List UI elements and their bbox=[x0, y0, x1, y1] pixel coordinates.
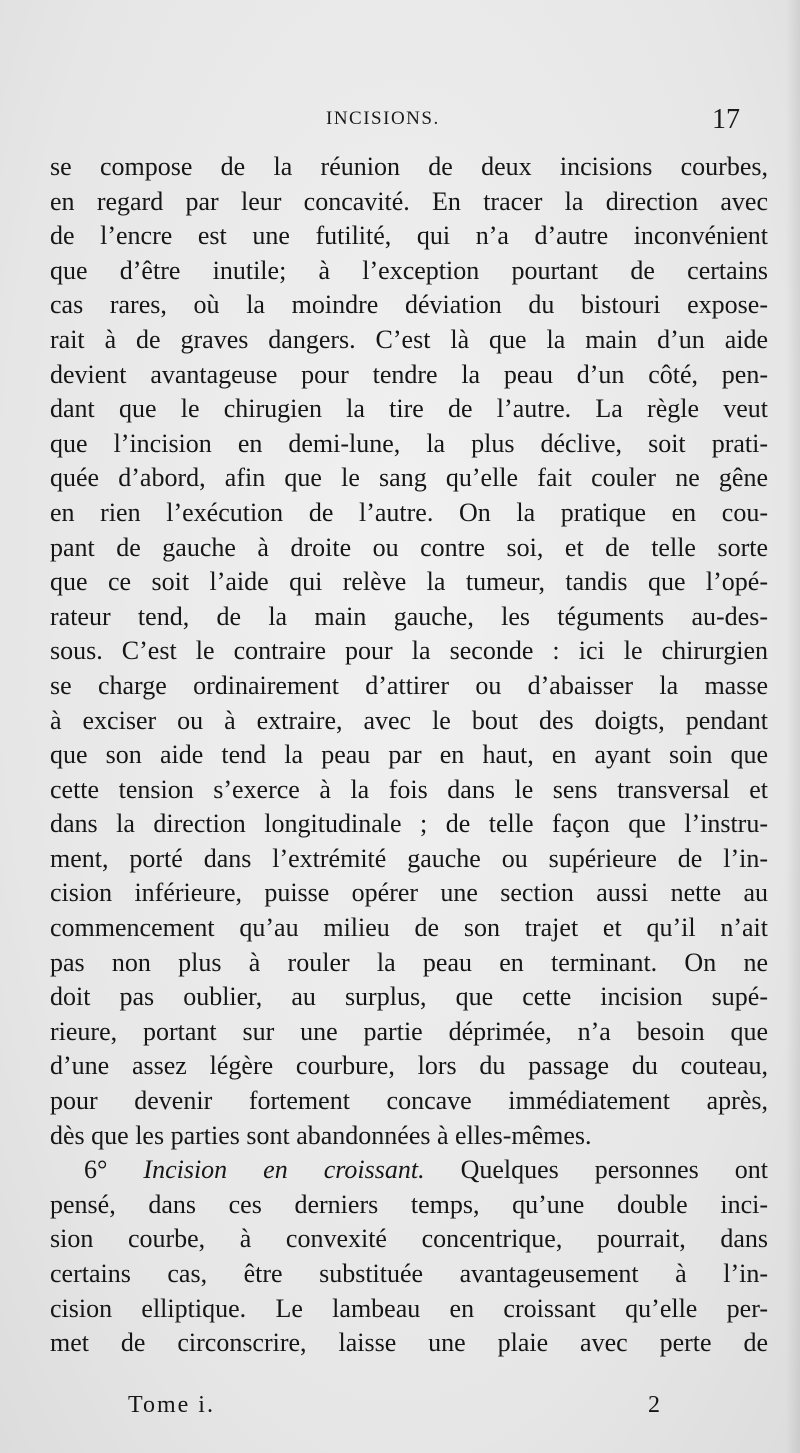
text-line: en rien l’exécution de l’autre. On la pratique en cou- bbox=[50, 497, 768, 527]
text-line: pant de gauche à droite ou contre soi, et de telle sorte bbox=[50, 532, 768, 562]
text-line: sion courbe, à convexité concentrique, pourrait, dans bbox=[50, 1224, 768, 1254]
text-line: certains cas, être substituée avantageusement à l’in- bbox=[50, 1259, 768, 1288]
page-footer bbox=[0, 1392, 800, 1432]
text-line: sous. C’est le contraire pour la seconde : ici le chirurgien bbox=[50, 636, 768, 666]
text-line: en regard par leur concavité. En tracer la direction avec bbox=[50, 186, 768, 216]
signature-mark: 2 bbox=[648, 1392, 660, 1418]
body-text bbox=[50, 150, 768, 1361]
text-line: rieure, portant sur une partie déprimée, n’a besoin que bbox=[50, 1016, 768, 1046]
text-line: que ce soit l’aide qui relève la tumeur, tandis que l’opé- bbox=[50, 567, 768, 597]
text-line: que l’incision en demi-lune, la plus déclive, soit prati- bbox=[50, 428, 768, 458]
text-line: met de circonscrire, laisse une plaie avec perte de bbox=[50, 1328, 768, 1358]
text-line: commencement qu’au milieu de son trajet et qu’il n’ait bbox=[50, 913, 768, 943]
text-line: que son aide tend la peau par en haut, en ayant soin que bbox=[50, 740, 768, 770]
text-line: que d’être inutile; à l’exception pourtant de certains bbox=[50, 255, 768, 285]
text-line: devient avantageuse pour tendre la peau d’un côté, pen- bbox=[50, 359, 768, 389]
text-line: de l’encre est une futilité, qui n’a d’autre inconvénient bbox=[50, 221, 768, 251]
section-heading-rest: Quelques personnes ont bbox=[424, 1155, 768, 1185]
section-number: 6° bbox=[84, 1155, 144, 1185]
volume-signature: Tome i. bbox=[128, 1392, 215, 1418]
text-line: pensé, dans ces derniers temps, qu’une double inci- bbox=[50, 1189, 768, 1219]
text-line: rait à de graves dangers. C’est là que la main d’un aide bbox=[50, 324, 768, 354]
text-line: se compose de la réunion de deux incisions courbes, bbox=[50, 152, 768, 181]
section-heading: Incision en croissant. bbox=[143, 1155, 425, 1185]
text-line: dès que les parties sont abandonnées à elles-mêmes. bbox=[50, 1120, 592, 1150]
text-line: quée d’abord, afin que le sang qu’elle fait couler ne gêne bbox=[50, 463, 768, 493]
text-line: pour devenir fortement concave immédiatement après, bbox=[50, 1086, 768, 1116]
text-line: ment, porté dans l’extrémité gauche ou supérieure de l’in- bbox=[50, 843, 768, 873]
text-line: dans la direction longitudinale ; de telle façon que l’instru- bbox=[50, 809, 768, 839]
text-line: cision elliptique. Le lambeau en croissant qu’elle per- bbox=[50, 1293, 768, 1323]
running-head bbox=[0, 104, 800, 140]
text-line: cision inférieure, puisse opérer une section aussi nette au bbox=[50, 878, 768, 908]
page-number: 17 bbox=[712, 104, 740, 135]
section-heading-line bbox=[50, 1153, 768, 1188]
text-line: se charge ordinairement d’attirer ou d’abaisser la masse bbox=[50, 670, 768, 700]
text-line: cette tension s’exerce à la fois dans le sens transversal et bbox=[50, 774, 768, 804]
text-line: rateur tend, de la main gauche, les téguments au-des- bbox=[50, 601, 768, 631]
running-title: INCISIONS. bbox=[326, 108, 440, 129]
text-line: à exciser ou à extraire, avec le bout des doigts, pendant bbox=[50, 705, 768, 735]
text-line: d’une assez légère courbure, lors du passage du couteau, bbox=[50, 1051, 768, 1081]
text-line: doit pas oublier, au surplus, que cette incision supé- bbox=[50, 982, 768, 1012]
text-line: cas rares, où la moindre déviation du bistouri expose- bbox=[50, 290, 768, 320]
page-edge-shadow bbox=[786, 0, 800, 1453]
text-line: pas non plus à rouler la peau en terminant. On ne bbox=[50, 947, 768, 977]
text-line: dant que le chirugien la tire de l’autre. La règle veut bbox=[50, 394, 768, 424]
